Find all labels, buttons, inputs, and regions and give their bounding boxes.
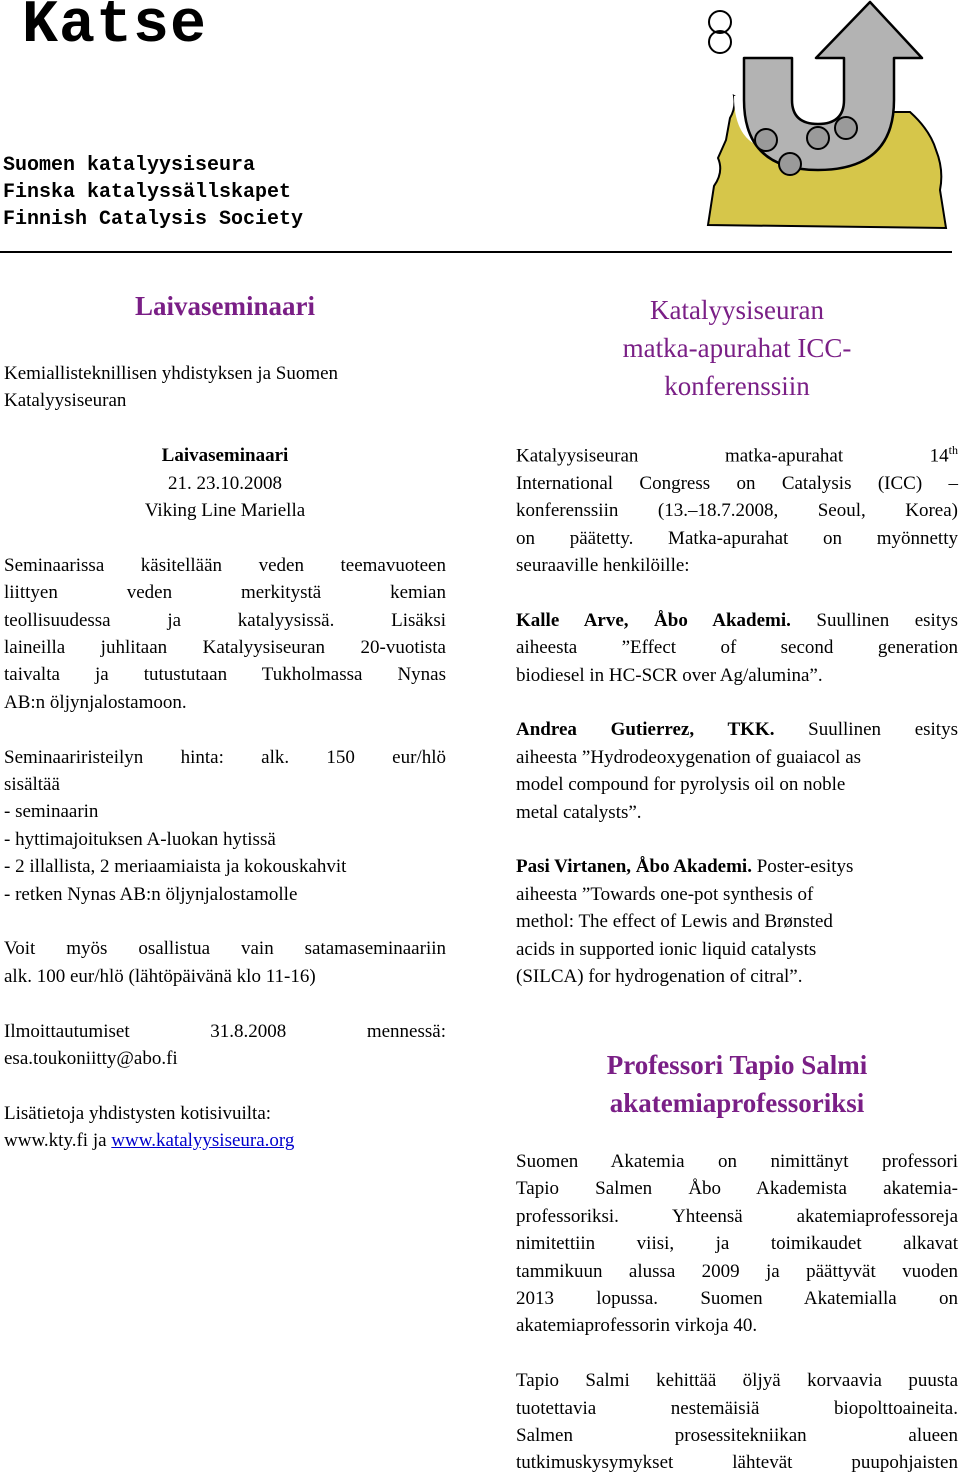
sphere-icon	[835, 117, 857, 139]
desc-line: teollisuudessa ja katalyysissä. Lisäksi	[4, 609, 446, 631]
desc-line: AB:n öljynjalostamoon.	[4, 691, 187, 713]
society-name-fi: Suomen katalyysiseura	[3, 154, 256, 177]
sphere-icon	[807, 127, 829, 149]
grants-heading-line: Katalyysiseuran	[650, 295, 824, 325]
salmi-heading	[516, 1046, 958, 1122]
includes-item: - hyttimajoituksen A-luokan hytissä	[4, 828, 276, 850]
sphere-icon	[779, 153, 801, 175]
recipient-line: acids in supported ionic liquid catalysts	[516, 938, 817, 960]
grants-heading	[516, 291, 958, 405]
recipient-line: (SILCA) for hydrogenation of citral”.	[516, 966, 803, 987]
recipient-line: aiheesta ”Hydrodeoxygenation of guaiacol as	[516, 746, 862, 768]
links-prefix: www.kty.fi ja	[4, 1130, 112, 1152]
newsletter-title: Katse	[22, 0, 208, 60]
grants-intro-text: Katalyysiseuran matka-apurahat 14	[516, 445, 949, 467]
recipient-line: model compound for pyrolysis oil on noble	[516, 774, 846, 796]
grants-intro-sup: th	[948, 443, 958, 457]
intro-line: Kemiallisteknillisen yhdistyksen ja Suomen	[4, 363, 339, 384]
society-name-sv: Finska katalyssällskapet	[3, 181, 292, 204]
ring-icon	[709, 11, 731, 33]
recipient-name: Pasi Virtanen, Åbo Akademi.	[516, 856, 752, 878]
recipient-line: aiheesta ”Effect of second generation	[516, 637, 958, 659]
grants-heading-line: konferenssiin	[664, 371, 810, 401]
includes-item: - seminaarin	[4, 801, 99, 823]
harbour-line: alk. 100 eur/hlö (lähtöpäivänä klo 11-16)	[4, 965, 316, 987]
salmi-line: tammikuun alussa 2009 ja päättyvät vuoden	[516, 1260, 958, 1282]
laivaseminaari-heading: Laivaseminaari	[135, 291, 315, 321]
salmi-line: Suomen Akatemia on nimittänyt professori	[516, 1151, 958, 1172]
grants-intro-line: konferenssiin (13.–18.7.2008, Seoul, Korea)	[516, 500, 958, 522]
society-logo	[700, 0, 952, 250]
recipient-text: Suullinen esitys	[790, 609, 958, 631]
header-rule	[0, 251, 952, 253]
recipient-line: methol: The effect of Lewis and Brønsted	[516, 911, 833, 933]
recipient-name: Kalle Arve, Åbo Akademi.	[516, 609, 791, 631]
recipient-line	[516, 607, 958, 634]
price-line: sisältää	[4, 774, 60, 796]
registration-email: esa.toukoniitty@abo.fi	[4, 1048, 178, 1070]
recipient-line	[516, 716, 958, 743]
recipient-line: biodiesel in HC-SCR over Ag/alumina”.	[516, 664, 823, 686]
society-name-en: Finnish Catalysis Society	[3, 208, 304, 231]
salmi-line: Tapio Salmen Åbo Akademista akatemia-	[516, 1178, 958, 1200]
salmi-line: Tapio Salmi kehittää öljyä korvaavia puusta	[516, 1370, 958, 1392]
intro-line: Katalyysiseuran	[4, 390, 127, 412]
grants-intro-line: seuraaville henkilöille:	[516, 554, 690, 576]
links-line	[4, 1127, 446, 1154]
info-line: Lisätietoja yhdistysten kotisivuilta:	[4, 1102, 272, 1124]
desc-line: taivalta ja tutustutaan Tukholmassa Nynas	[4, 664, 446, 686]
recipient-name: Andrea Gutierrez, TKK.	[516, 719, 775, 741]
event-dates: 21. 23.10.2008	[168, 472, 282, 494]
recipient-text: Suullinen esitys	[774, 719, 958, 741]
desc-line: laineilla juhlitaan Katalyysiseuran 20-vuotista	[4, 637, 446, 659]
sphere-icon	[755, 129, 777, 151]
salmi-line: tuotettavia nestemäisiä biopolttoaineita.	[516, 1397, 958, 1419]
grants-intro-line: on päätetty. Matka-apurahat on myönnetty	[516, 527, 958, 549]
salmi-line: 2013 lopussa. Suomen Akatemialla on	[516, 1288, 958, 1310]
desc-line: liittyen veden merkitystä kemian	[4, 582, 446, 604]
includes-item: - retken Nynas AB:n öljynjalostamolle	[4, 883, 298, 905]
left-column	[4, 360, 446, 1155]
salmi-heading-line: Professori Tapio Salmi	[606, 1050, 868, 1080]
ring-icon	[709, 31, 731, 53]
recipient-line	[516, 853, 958, 880]
registration-line: Ilmoittautumiset 31.8.2008 mennessä:	[4, 1020, 446, 1042]
price-line: Seminaariristeilyn hinta: alk. 150 eur/hlö	[4, 746, 446, 768]
grants-intro-line: International Congress on Catalysis (ICC) –	[516, 472, 958, 494]
salmi-article	[516, 1148, 958, 1477]
salmi-line: nimitettiin viisi, ja toimikaudet alkavat	[516, 1233, 958, 1255]
grants-heading-line: matka-apurahat ICC-	[622, 333, 852, 363]
salmi-line: tutkimuskysymykset lähtevät puupohjaisten	[516, 1452, 958, 1474]
includes-item: - 2 illallista, 2 meriaamiaista ja kokouskahvit	[4, 856, 347, 878]
katalyysiseura-link[interactable]: www.katalyysiseura.org	[111, 1130, 295, 1152]
event-ship: Viking Line Mariella	[144, 500, 306, 522]
event-name: Laivaseminaari	[161, 445, 289, 467]
salmi-line: akatemiaprofessorin virkoja 40.	[516, 1315, 758, 1337]
salmi-heading-line: akatemiaprofessoriksi	[609, 1088, 865, 1118]
harbour-line: Voit myös osallistua vain satamaseminaariin	[4, 938, 446, 960]
recipient-line: metal catalysts”.	[516, 801, 642, 823]
right-column	[516, 437, 958, 990]
grants-intro-line	[516, 437, 958, 470]
salmi-line: professoriksi. Yhteensä akatemiaprofessoreja	[516, 1205, 958, 1227]
recipient-text: Poster-esitys	[751, 856, 854, 878]
desc-line: Seminaarissa käsitellään veden teemavuoteen	[4, 554, 446, 576]
salmi-line: Salmen prosessitekniikan alueen	[516, 1425, 958, 1447]
recipient-line: aiheesta ”Towards one-pot synthesis of	[516, 883, 814, 905]
